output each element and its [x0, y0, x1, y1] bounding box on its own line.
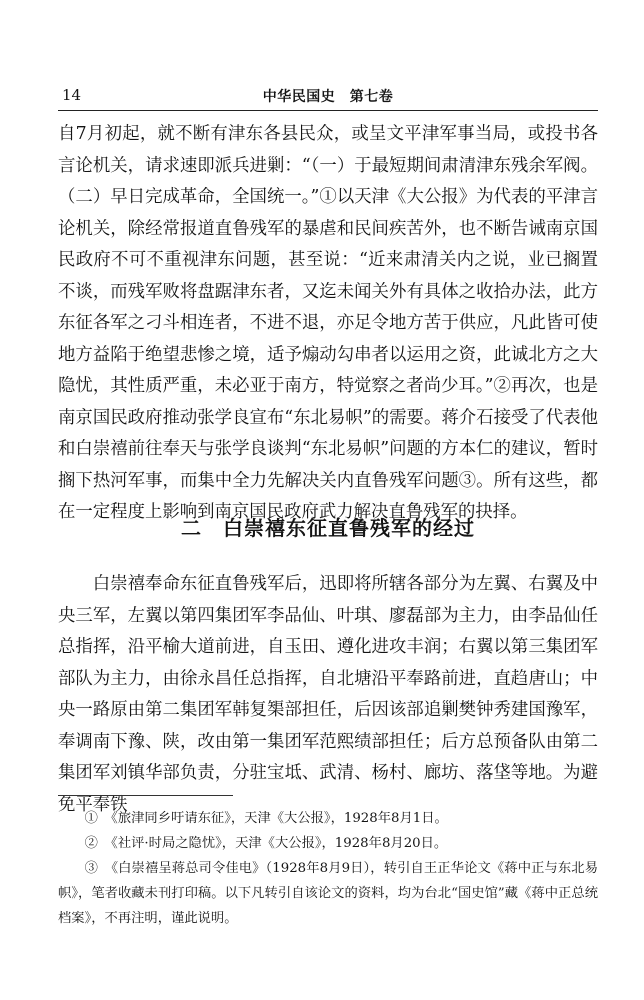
footnote: ① 《旅津同乡吁请东征》，天津《大公报》，1928年8月1日。 — [84, 811, 448, 826]
footnote: ② 《社评·时局之隐忧》，天津《大公报》，1928年8月20日。 — [84, 836, 448, 851]
running-title: 中华民国史 第七卷 — [262, 89, 394, 105]
body-paragraph: 自7月初起，就不断有津东各县民众，或呈文平津军事当局，或投书各言论机关，请求速即派兵进剿：“（一）于最短期间肃清津东残余军阀。（二）早日完成革命，全国统一。”①以天津《大公报》为代表的平津言论机关，除经常报道直鲁残军的暴虐和民间疾苦外，也不断告诫南京国民政府不可不重视津东问题，甚至说：“近来肃清关内之说，业已搁置不谈，而残军败将盘踞津东者，又迄未闻关外有具体之收拾办法，此方东征各军之刁斗相连者，不进不退，亦足令地方苦于供应，凡此皆可使地方益陷于绝望悲惨之境，适予煽动勾串者以运用之资，此诚北方之大隐忧，其性质严重，未必亚于南方，特觉察之者尚少耳。”②再次，也是南京国民政府推动张学良宣布“东北易帜”的需要。蒋介石接受了代表他和白崇禧前往奉天与张学良谈判“东北易帜”问题的方本仁的建议，暂时搁下热河军事，而集中全力先解决关内直鲁残军问题③。所有这些，都在一定程度上影响到南京国民政府武力解决直鲁残军的抉择。 — [58, 124, 598, 522]
footnote-separator — [58, 795, 233, 796]
page-number: 14 — [62, 86, 82, 104]
body-paragraph: 白崇禧奉命东征直鲁残军后，迅即将所辖各部分为左翼、右翼及中央三军，左翼以第四集团军李品仙、叶琪、廖磊部为主力，由李品仙任总指挥，沿平榆大道前进，自玉田、遵化进攻丰润；右翼以第三集团军部队为主力，由徐永昌任总指挥，自北塘沿平奉路前进，直趋唐山；中央一路原由第二集团军韩复榘部担任，后因该部追剿樊钟秀建国豫军，奉调南下豫、陕，改由第一集团军范熙绩部担任；后方总预备队由第二集团军刘镇华部负责，分驻宝坻、武清、杨村、廊坊、落垡等地。为避免平奉铁 — [58, 574, 598, 815]
page-header — [58, 86, 598, 106]
section-heading: 二 白崇禧东征直鲁残军的经过 — [181, 516, 475, 540]
header-rule — [58, 110, 598, 111]
footnote: ③ 《白崇禧呈蒋总司令佳电》（1928年8月9日），转引自王正华论文《蒋中正与东北易帜》，笔者收藏未刊打印稿。以下凡转引自该论文的资料，均为台北“国史馆”藏《蒋中正总统档案》，不再注明，谨此说明。 — [58, 861, 598, 926]
footnotes — [58, 806, 598, 931]
